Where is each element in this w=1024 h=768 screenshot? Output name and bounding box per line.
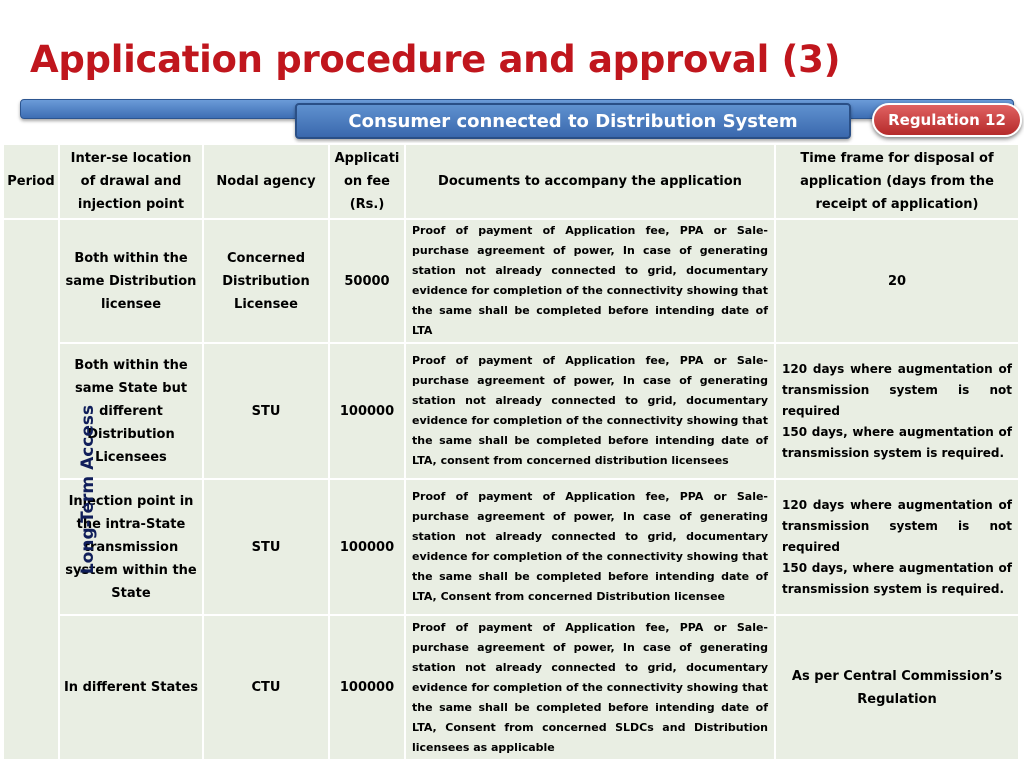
period-cell [3, 219, 99, 760]
fee-cell: 50000 [329, 219, 405, 343]
slide-title: Application procedure and approval (3) [30, 38, 841, 81]
documents-cell: Proof of payment of Application fee, PPA or Sale-purchase agreement of power, In case of generating station not already connected to grid, documentary evidence for completion of the connectivity showing that the same shall be completed before intending date of LTA, Consent from concerned Distribution licensee [405, 479, 775, 615]
location-cell: Both within the same State but different Distribution Licensees [59, 343, 203, 479]
agency-cell: CTU [203, 615, 329, 760]
timeframe-augmentation: 150 days, where augmentation of transmission system is required. [782, 560, 1012, 596]
header-timeframe: Time frame for disposal of application (days from the receipt of application) [775, 144, 1019, 219]
location-cell: In different States [59, 615, 203, 760]
regulation-badge [872, 103, 1022, 137]
table-row [3, 343, 1019, 479]
timeframe-cell [775, 343, 1019, 479]
timeframe-augmentation: 150 days, where augmentation of transmission system is required. [782, 424, 1012, 460]
timeframe-no-augmentation: 120 days where augmentation of transmission system is not required [782, 361, 1012, 418]
table-header-row [3, 144, 1019, 219]
header-period: Period [3, 144, 59, 219]
fee-cell: 100000 [329, 343, 405, 479]
location-cell: Both within the same Distribution licensee [59, 219, 203, 343]
documents-cell: Proof of payment of Application fee, PPA or Sale-purchase agreement of power, In case of generating station not already connected to grid, documentary evidence for completion of the connectivity showing that the same shall be completed before intending date of LTA, consent from concerned distribution licensees [405, 343, 775, 479]
table-row [3, 479, 1019, 615]
subtitle-text: Consumer connected to Distribution System [348, 110, 798, 132]
documents-cell: Proof of payment of Application fee, PPA or Sale-purchase agreement of power, In case of generating station not already connected to grid, documentary evidence for completion of the connectivity showing that the same shall be completed before intending date of LTA, Consent from concerned SLDCs and Distribution licensees as applicable [405, 615, 775, 760]
agency-cell: STU [203, 343, 329, 479]
header-agency: Nodal agency [203, 144, 329, 219]
header-documents: Documents to accompany the application [405, 144, 775, 219]
header-location: Inter-se location of drawal and injection point [59, 144, 203, 219]
timeframe-no-augmentation: 120 days where augmentation of transmission system is not required [782, 497, 1012, 554]
timeframe-cell: 20 [775, 219, 1019, 343]
table-row [3, 615, 1019, 760]
lta-table [2, 143, 1020, 761]
subtitle-banner [295, 103, 851, 139]
header-fee: Application fee (Rs.) [329, 144, 405, 219]
agency-cell: STU [203, 479, 329, 615]
period-label: Long-Term Access [78, 404, 99, 575]
fee-cell: 100000 [329, 479, 405, 615]
fee-cell: 100000 [329, 615, 405, 760]
timeframe-cell: As per Central Commission’s Regulation [775, 615, 1019, 760]
location-cell: Injection point in the intra-State transmission system within the State [59, 479, 203, 615]
table-row [3, 219, 1019, 343]
documents-cell: Proof of payment of Application fee, PPA or Sale-purchase agreement of power, In case of generating station not already connected to grid, documentary evidence for completion of the connectivity showing that the same shall be completed before intending date of LTA [405, 219, 775, 343]
timeframe-cell [775, 479, 1019, 615]
regulation-text: Regulation 12 [888, 111, 1006, 129]
agency-cell: Concerned Distribution Licensee [203, 219, 329, 343]
